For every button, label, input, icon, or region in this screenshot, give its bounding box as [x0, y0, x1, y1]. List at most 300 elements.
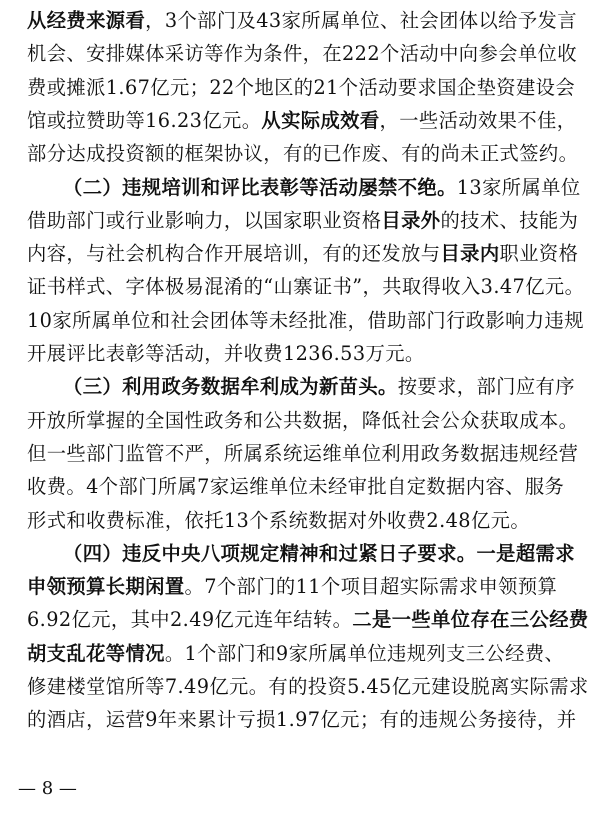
text-char: 紧	[358, 541, 378, 565]
p4-line-1	[63, 537, 575, 570]
text-char: 职	[302, 208, 323, 232]
text-char: 本	[538, 408, 559, 432]
text-char: 个	[249, 508, 269, 532]
text-char: 预	[517, 575, 538, 599]
text-char: 1	[456, 175, 470, 199]
text-char: 务	[440, 441, 461, 465]
p4-line-5	[27, 670, 589, 703]
text-char: 需	[535, 541, 556, 565]
text-char: 条	[263, 42, 283, 66]
text-char: 属	[243, 441, 264, 465]
text-char: 。	[248, 675, 269, 698]
text-char: 比	[86, 342, 106, 365]
text-char: 收	[387, 508, 407, 532]
text-char: 领	[498, 575, 518, 599]
text-char: 个	[216, 575, 237, 599]
p1-line-3	[27, 71, 576, 104]
text-char: 部	[216, 641, 237, 665]
text-char: 单	[347, 641, 368, 665]
text-char: 过	[338, 541, 359, 565]
text-char: 是	[372, 608, 392, 632]
text-char: 的	[302, 142, 323, 166]
text-char: 二	[82, 175, 103, 199]
text-char: 国	[263, 208, 283, 232]
text-char: 排	[105, 42, 126, 66]
text-char: 禁	[378, 175, 398, 199]
text-char: 寨	[293, 275, 313, 299]
text-char: 些	[418, 108, 439, 132]
p3-line-5	[27, 504, 533, 537]
text-char: 体	[145, 275, 165, 299]
text-char: 1	[295, 575, 309, 599]
text-char: 违	[544, 308, 565, 332]
text-char: 维	[322, 441, 342, 465]
text-char: 统	[282, 441, 303, 465]
text-char: ；	[359, 708, 380, 732]
text-char: 严	[184, 441, 205, 465]
text-char: 并	[556, 708, 577, 732]
text-char: 、	[381, 142, 402, 166]
text-char: 内	[465, 475, 486, 499]
text-char: 利	[381, 441, 402, 465]
p4-line-2	[27, 570, 558, 603]
text-char: 费	[66, 9, 87, 32]
text-char: 费	[263, 342, 283, 365]
text-char: 务	[544, 475, 565, 499]
text-char: 家	[282, 208, 303, 232]
text-char: 7	[512, 275, 526, 299]
text-char: 在	[322, 42, 342, 66]
text-char: 件	[282, 42, 303, 66]
text-char: 和	[318, 541, 339, 565]
text-char: 规	[438, 708, 459, 732]
text-char: 一	[46, 441, 67, 465]
text-char: 求	[458, 575, 479, 599]
text-char: 求	[437, 541, 457, 565]
p4-line-3	[27, 603, 589, 636]
text-char: .	[288, 708, 296, 732]
text-char: 行	[446, 308, 466, 332]
text-char: 元	[411, 675, 432, 698]
text-char: 的	[125, 408, 146, 432]
text-char: 有	[379, 708, 400, 732]
text-char: 三	[465, 641, 486, 665]
text-char: 依	[184, 508, 205, 532]
text-char: 中	[439, 42, 459, 66]
text-char: 建	[46, 675, 67, 698]
text-char: 亿	[391, 675, 412, 698]
text-char: 未	[460, 142, 480, 166]
p2-line-4	[27, 270, 585, 303]
text-char: 建	[515, 75, 536, 99]
text-char: 绝	[417, 175, 438, 199]
text-char: 、	[505, 475, 525, 499]
text-char: 放	[46, 408, 67, 432]
text-char: 言	[557, 9, 577, 32]
text-char: 9	[295, 708, 308, 732]
text-char: .	[359, 675, 367, 698]
text-char: 收	[243, 342, 264, 365]
text-char: 有	[282, 142, 303, 166]
text-char: 长	[105, 575, 126, 599]
text-char: 审	[347, 475, 368, 499]
text-char: 有	[322, 242, 342, 266]
text-char: 收	[557, 42, 577, 66]
text-char: 6	[124, 75, 138, 99]
text-char: 响	[184, 208, 205, 232]
text-char: 馆	[27, 108, 47, 132]
text-char: 1	[27, 308, 40, 332]
text-char: 协	[223, 142, 244, 166]
text-char: 动	[338, 175, 359, 199]
text-char: 、	[499, 208, 520, 232]
text-char: .	[439, 508, 446, 532]
text-char: 公	[263, 408, 283, 432]
text-char: 体	[145, 42, 165, 66]
p2-line-5	[27, 304, 584, 337]
text-char: 年	[273, 608, 294, 632]
text-char: 累	[197, 708, 217, 732]
text-char: 业	[519, 242, 539, 266]
text-char: .	[170, 108, 177, 132]
text-char: 响	[505, 308, 525, 332]
text-char: 发	[537, 9, 558, 32]
text-char: 应	[515, 375, 536, 399]
text-char: 超	[380, 575, 400, 599]
text-char: 经	[549, 608, 569, 632]
text-char: 。	[404, 342, 425, 365]
text-char: 正	[479, 142, 500, 166]
text-char: 损	[256, 708, 276, 732]
text-char: 4	[445, 508, 459, 532]
text-char: 3	[236, 508, 250, 532]
text-char: 3	[469, 175, 483, 199]
text-char: 2	[313, 75, 327, 99]
text-char: 元	[340, 708, 360, 732]
text-char: 尚	[440, 142, 461, 166]
text-char: 训	[181, 175, 201, 199]
text-char: 动	[378, 75, 398, 99]
p2-line-2	[27, 204, 579, 237]
text-char: 所	[308, 641, 328, 665]
text-char: 目	[440, 242, 461, 266]
text-char: 国	[164, 408, 185, 432]
text-char: 众	[460, 408, 480, 432]
text-char: 部	[118, 475, 139, 499]
text-char: 容	[46, 242, 67, 266]
text-char: 派	[86, 75, 106, 99]
text-char: 元	[91, 608, 111, 632]
text-char: .	[333, 342, 341, 365]
text-char: 在	[490, 608, 510, 632]
text-char: 字	[125, 275, 146, 299]
text-char: 管	[145, 441, 165, 465]
text-char: 单	[268, 475, 289, 499]
text-char: 属	[91, 308, 112, 332]
text-char: 属	[177, 475, 198, 499]
text-char: 运	[302, 441, 323, 465]
text-char: 。	[378, 375, 398, 399]
text-char: 开	[27, 408, 47, 432]
text-char: 亏	[236, 708, 257, 732]
text-char: 成	[279, 375, 300, 399]
text-char: 要	[417, 541, 438, 565]
text-char: 技	[519, 208, 539, 232]
text-char: 作	[223, 42, 244, 66]
text-char: 的	[288, 675, 308, 698]
text-char: 投	[105, 142, 126, 166]
text-char: 个	[380, 42, 400, 66]
text-char: 达	[66, 142, 87, 166]
text-char: 费	[406, 508, 427, 532]
text-char: 源	[105, 9, 126, 32]
text-char: 行	[125, 208, 146, 232]
text-char: 际	[529, 675, 550, 698]
text-char: 求	[568, 675, 589, 698]
text-char: （	[63, 375, 83, 399]
text-char: 二	[352, 608, 373, 632]
text-char: ）	[102, 375, 123, 399]
text-char: 其	[130, 608, 151, 632]
text-char: 位	[367, 641, 388, 665]
text-char: ，	[456, 375, 477, 399]
text-char: 入	[460, 275, 481, 299]
text-char: 山	[273, 275, 294, 299]
text-char: 元	[385, 342, 405, 365]
text-char: 9	[201, 608, 215, 632]
text-char: 5	[340, 342, 353, 365]
text-char: 批	[367, 475, 388, 499]
text-char: 3	[480, 275, 494, 299]
text-char: 的	[293, 75, 314, 99]
text-char: 构	[164, 242, 185, 266]
text-char: 1	[184, 641, 198, 665]
text-char: 极	[164, 275, 185, 299]
text-char: 部	[236, 575, 257, 599]
text-char: 媒	[125, 42, 146, 66]
text-char: ”	[352, 275, 363, 299]
text-char: 申	[478, 575, 499, 599]
text-char: 据	[479, 441, 500, 465]
text-char: 借	[27, 208, 47, 232]
text-char: 个	[98, 475, 119, 499]
text-char: 单	[541, 175, 561, 199]
text-char: 影	[164, 208, 185, 232]
text-char: 花	[86, 641, 106, 665]
text-char: 资	[125, 142, 146, 166]
text-char: 活	[318, 175, 339, 199]
text-char: 门	[256, 575, 276, 599]
text-char: 2	[342, 42, 355, 66]
text-char: 机	[145, 242, 165, 266]
text-char: 收	[86, 508, 106, 532]
text-char: 9	[46, 608, 59, 632]
text-char: 三	[82, 375, 103, 399]
text-char: 9	[275, 641, 289, 665]
text-char: 团	[209, 308, 230, 332]
text-char: 共	[382, 275, 402, 299]
text-char: 实	[509, 675, 530, 698]
text-char: 所	[66, 408, 87, 432]
text-char: 从	[261, 108, 282, 132]
text-char: 的	[440, 208, 461, 232]
text-char: 的	[420, 142, 441, 166]
text-char: 展	[243, 242, 264, 266]
text-char: 3	[164, 9, 178, 32]
text-char: 彰	[279, 175, 300, 199]
text-char: 1	[282, 342, 296, 365]
text-char: 转	[312, 608, 333, 632]
text-char: 培	[161, 175, 182, 199]
text-char: 胡	[27, 641, 47, 665]
text-char: 连	[253, 608, 274, 632]
text-char: 与	[86, 242, 106, 266]
text-char: 1	[223, 508, 237, 532]
text-char: 需	[439, 575, 459, 599]
text-char: 等	[125, 108, 146, 132]
text-char: 投	[307, 675, 328, 698]
text-char: 对	[347, 508, 368, 532]
text-char: ，	[204, 342, 224, 365]
page-number: — 8 —	[18, 778, 77, 799]
text-char: 亿	[150, 75, 170, 99]
text-char: 务	[477, 708, 498, 732]
text-char: 际	[419, 575, 440, 599]
text-char: 表	[259, 175, 280, 199]
text-char: 堂	[86, 675, 106, 698]
text-char: 。	[241, 108, 262, 132]
text-char: 年	[157, 708, 178, 732]
text-char: 违	[499, 441, 520, 465]
text-char: 苗	[338, 375, 359, 399]
p1-line-5	[27, 137, 579, 170]
text-char: 部	[27, 142, 47, 166]
text-char: ，	[223, 208, 244, 232]
text-char: 领	[46, 575, 67, 599]
text-char: 2	[426, 508, 440, 532]
text-char: 元	[169, 75, 190, 99]
text-char: 开	[27, 342, 47, 365]
text-char: 、	[66, 42, 87, 66]
text-char: 易	[184, 275, 205, 299]
text-char: 门	[236, 641, 257, 665]
text-char: 元	[229, 675, 249, 698]
text-char: 家	[288, 641, 309, 665]
text-char: 3	[189, 108, 203, 132]
text-char: 新	[318, 375, 339, 399]
text-char: 彰	[125, 342, 146, 365]
text-char: 废	[361, 142, 382, 166]
text-char: 央	[181, 541, 201, 565]
text-char: 际	[300, 108, 321, 132]
text-char: 一	[391, 608, 412, 632]
text-char: 外	[420, 208, 441, 232]
text-char: 4	[256, 9, 269, 32]
text-char: 体	[229, 308, 250, 332]
text-char: 4	[499, 275, 513, 299]
text-char: 部	[66, 208, 87, 232]
text-char: 所	[501, 175, 522, 199]
text-char: 内	[27, 242, 47, 266]
text-char: 4	[189, 608, 202, 632]
text-char: 7	[164, 675, 178, 698]
text-char: 。	[558, 142, 579, 166]
text-char: 亿	[71, 608, 92, 632]
text-char: 1	[145, 108, 158, 132]
text-char: 子	[397, 541, 418, 565]
text-char: 结	[293, 608, 313, 632]
text-char: 体	[458, 9, 479, 32]
text-char: 会	[125, 242, 146, 266]
text-char: 属	[320, 9, 341, 32]
text-char: 规	[406, 641, 427, 665]
text-char: 社	[105, 242, 126, 266]
text-char: ，	[362, 275, 383, 299]
text-char: 乱	[66, 641, 87, 665]
text-char: 动	[458, 108, 478, 132]
text-char: 费	[27, 75, 47, 99]
text-char: 据	[327, 508, 348, 532]
text-char: 社	[399, 9, 420, 32]
text-char: 家	[281, 9, 302, 32]
text-char: 部	[406, 308, 427, 332]
text-char: 标	[125, 508, 146, 532]
text-char: 7	[204, 575, 217, 599]
p1-line-4	[27, 104, 577, 137]
text-char: .	[182, 608, 190, 632]
p4-line-4	[27, 637, 565, 670]
text-char: 参	[478, 42, 499, 66]
text-char: 样	[66, 275, 87, 299]
p2-line-6	[27, 337, 533, 370]
text-char: 位	[361, 441, 382, 465]
text-char: 运	[105, 708, 126, 732]
text-char: 评	[220, 175, 241, 199]
text-char: 证	[312, 275, 333, 299]
p2-line-1	[63, 171, 581, 204]
text-char: 会	[190, 308, 210, 332]
text-char: 位	[450, 608, 471, 632]
text-char: 属	[521, 175, 542, 199]
text-char: 为	[243, 42, 264, 66]
text-char: 经	[46, 9, 67, 32]
text-char: ，	[347, 308, 368, 332]
text-char: 算	[537, 575, 558, 599]
p3-line-3	[27, 437, 579, 470]
text-char: 用	[401, 441, 421, 465]
text-char: 助	[105, 108, 126, 132]
text-char: 求	[437, 375, 457, 399]
text-char: 全	[145, 408, 165, 432]
text-char: ，	[556, 108, 577, 132]
text-char: 数	[200, 375, 221, 399]
text-char: 支	[46, 641, 67, 665]
text-char: 亿	[525, 275, 545, 299]
text-char: 活	[399, 42, 420, 66]
text-char: 费	[105, 508, 126, 532]
text-char: 。	[510, 508, 531, 532]
text-char: 待	[517, 708, 538, 732]
text-char: 握	[105, 408, 126, 432]
text-char: 统	[288, 508, 309, 532]
text-char: 国	[437, 75, 457, 99]
text-char: 垫	[476, 75, 497, 99]
text-char: ，	[302, 42, 323, 66]
text-char: 以	[243, 208, 264, 232]
text-char: 闲	[145, 575, 165, 599]
text-char: 接	[497, 708, 518, 732]
text-char: 和	[66, 508, 87, 532]
